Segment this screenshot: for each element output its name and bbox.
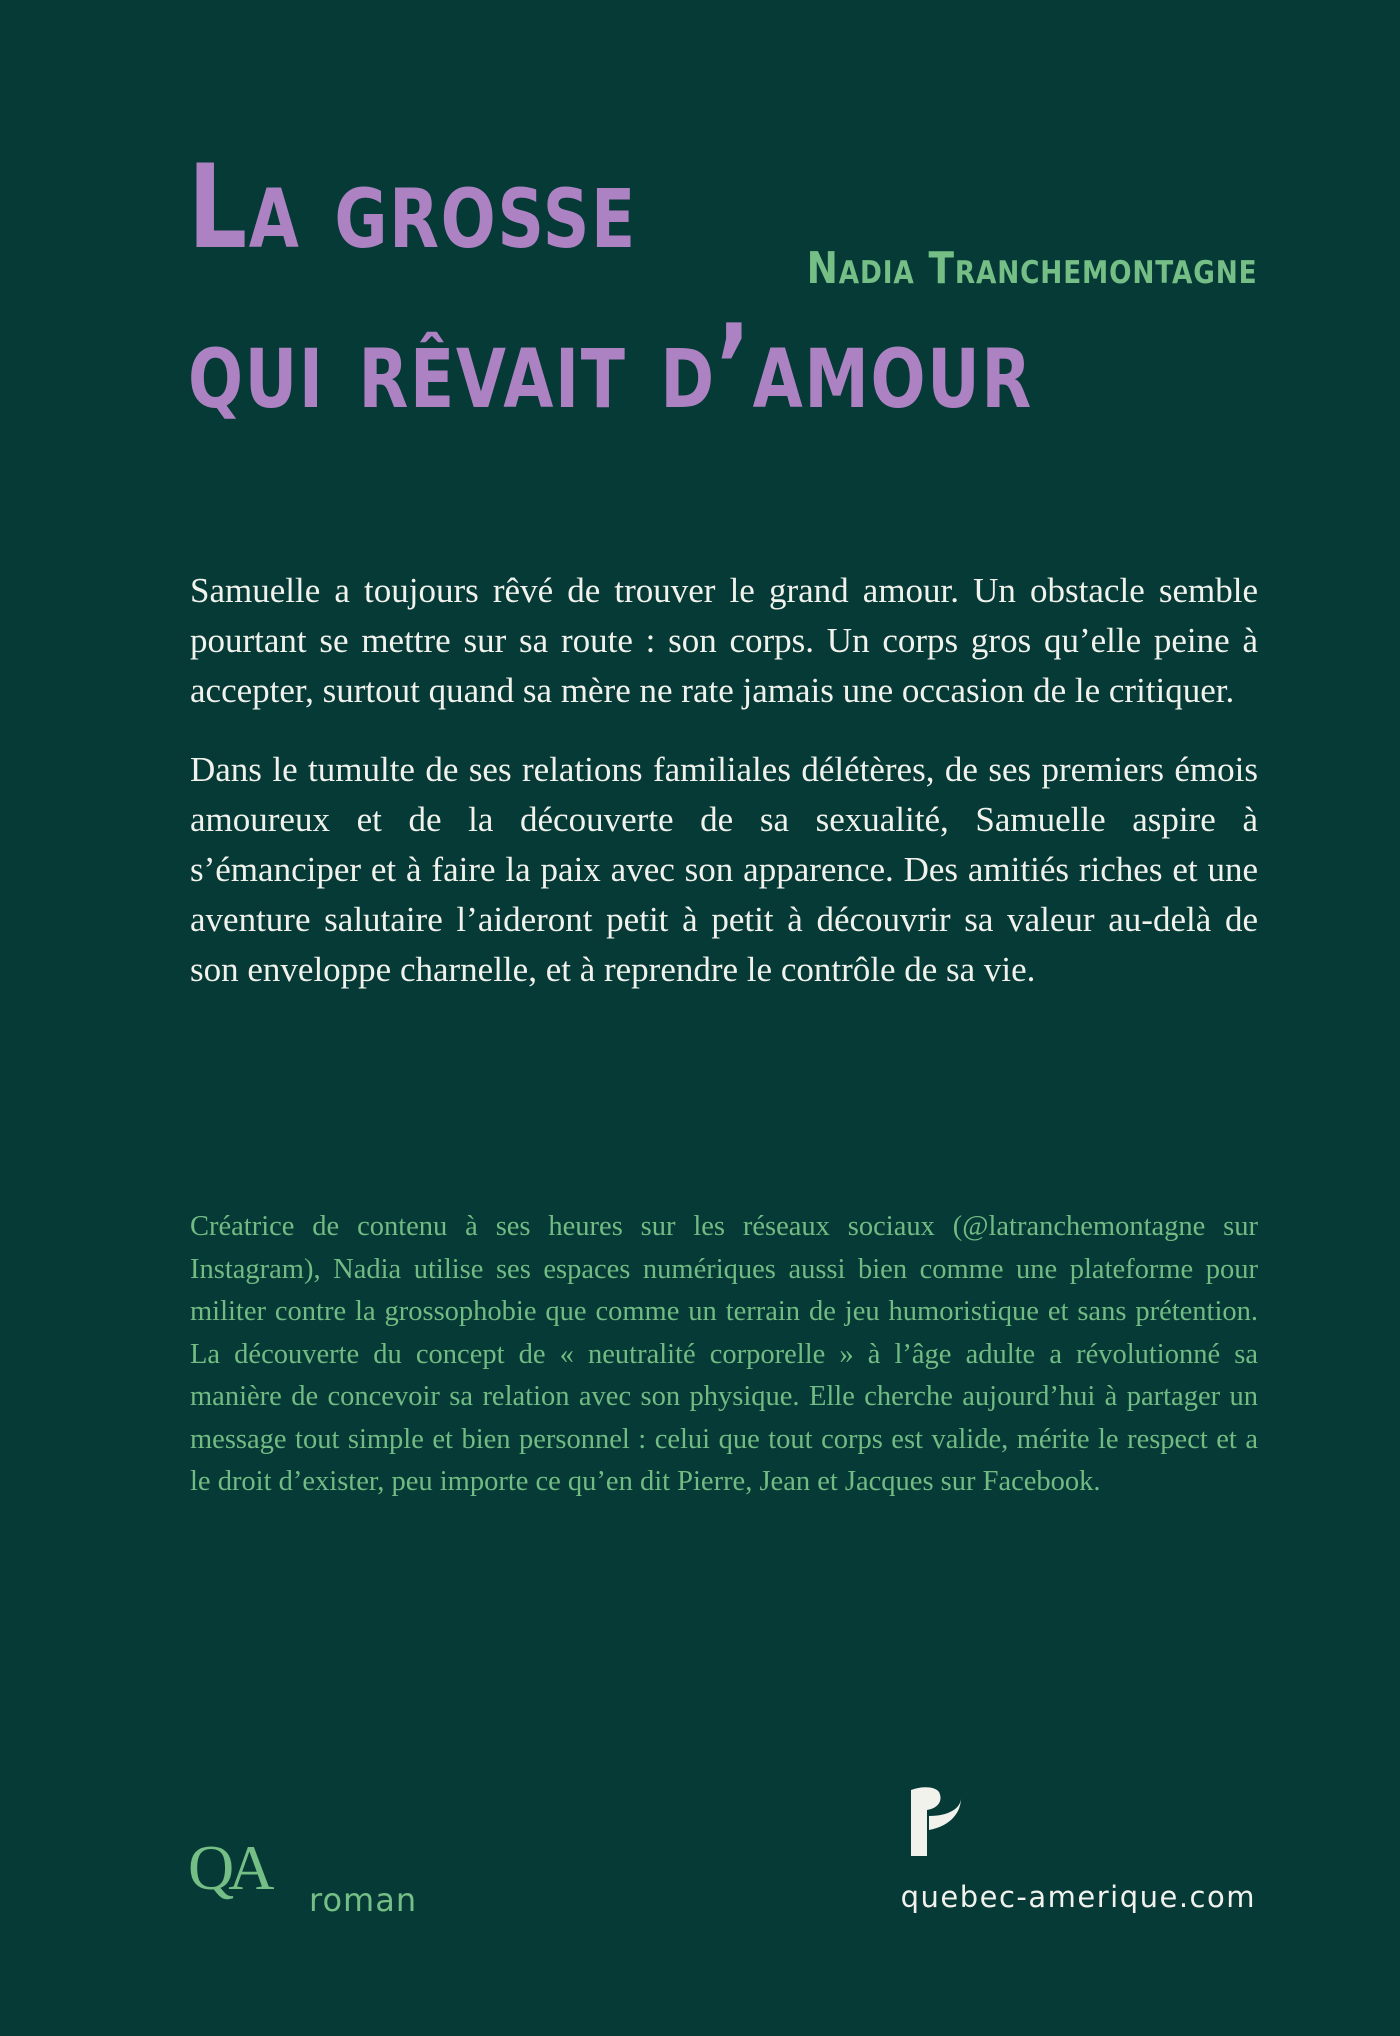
qa-imprint-logo: QA	[188, 1832, 269, 1903]
synopsis-paragraph-1: Samuelle a toujours rêvé de trouver le grand amour. Un obstacle semble pourtant se mettre sur sa route : son corps. Un corps gros qu’elle peine à accepter, surtout quand sa mère ne rate jamais une occasion de le critiquer.	[190, 571, 1258, 710]
synopsis-paragraph-2: Dans le tumulte de ses relations familiales délétères, de ses premiers émois amoureux et de la découverte de sa sexualité, Samuelle aspire à s’émanciper et à faire la paix avec son apparence. Des amitiés riches et une aventure salutaire l’aideront petit à petit à découvrir sa valeur au-delà de son enveloppe charnelle, et à reprendre le contrôle de sa vie.	[190, 750, 1258, 989]
publisher-website: quebec-amerique.com	[900, 1880, 1256, 1914]
synopsis	[190, 566, 1258, 1024]
author-name: Nadia Tranchemontagne	[807, 243, 1258, 294]
book-title-line-1: La grosse	[188, 140, 637, 275]
author-bio: Créatrice de contenu à ses heures sur les réseaux sociaux (@latranchemontagne sur Instagram), Nadia utilise ses espaces numériques aussi bien comme une plateforme pour militer contre la grossophobie que comme un terrain de jeu humoristique et sans prétention. La découverte du concept de « neutralité corporelle » à l’âge adulte a révolutionné sa manière de concevoir sa relation avec son physique. Elle cherche aujourd’hui à partager un message tout simple et bien personnel : celui que tout corps est valide, mérite le respect et a le droit d’exister, peu importe ce qu’en dit Pierre, Jean et Jacques sur Facebook.	[190, 1211, 1258, 1497]
publisher-p-logo-icon	[905, 1786, 965, 1862]
book-title-line-2: qui rêvait d’amour	[188, 300, 1033, 435]
collection-label: roman	[309, 1881, 418, 1919]
